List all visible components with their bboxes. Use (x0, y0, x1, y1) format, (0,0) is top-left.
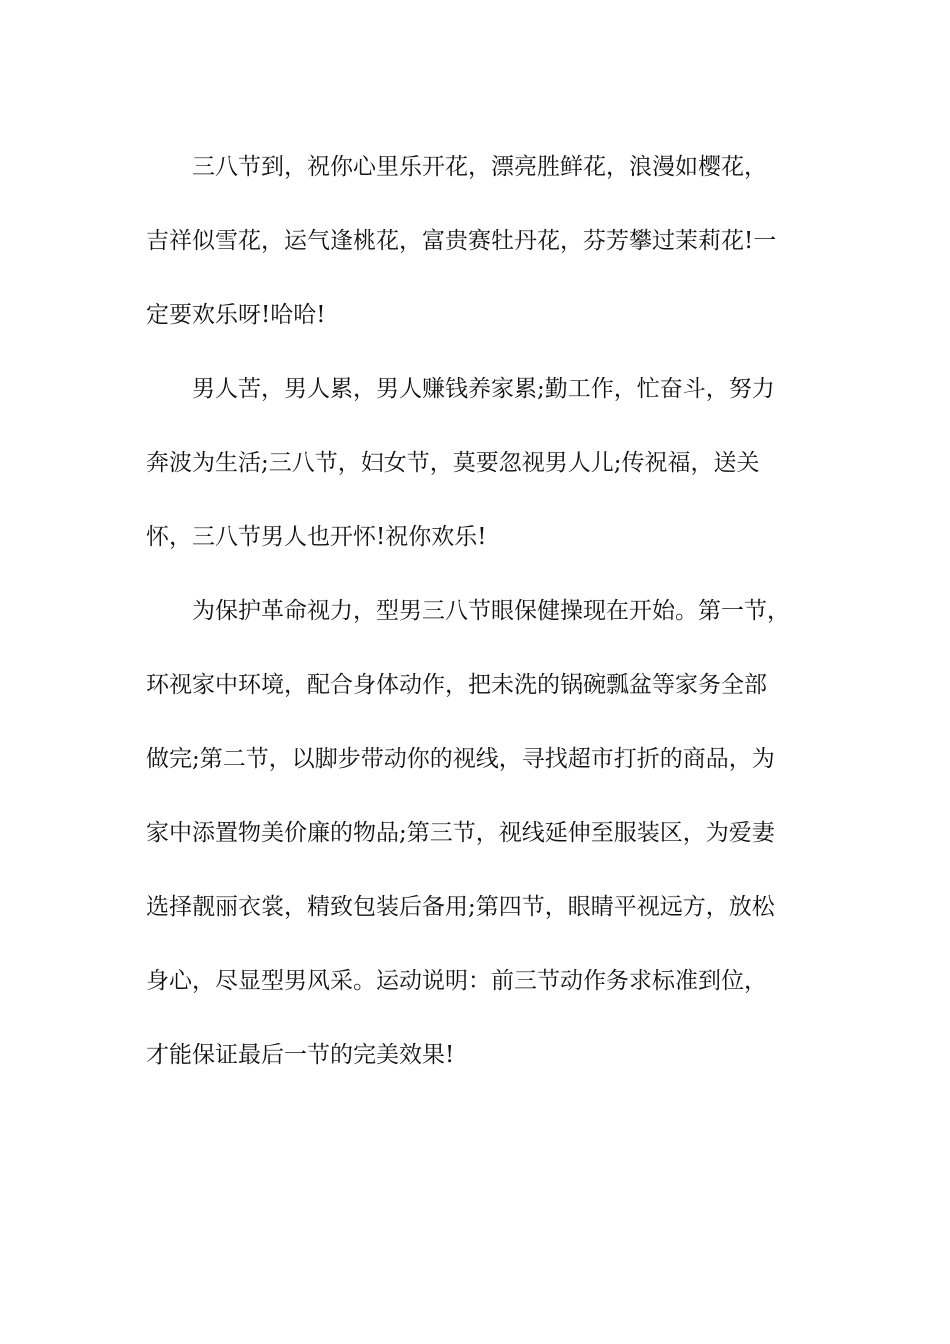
paragraph-3 (146, 574, 816, 1092)
paragraph-line: 身心，尽显型男风采。运动说明：前三节动作务求标准到位， (146, 968, 767, 994)
paragraph-2 (146, 352, 816, 574)
paragraph-line: 奔波为生活;三八节，妇女节，莫要忽视男人儿;传祝福，送关 (146, 450, 760, 476)
paragraph-line: 三八节到，祝你心里乐开花，漂亮胜鲜花，浪漫如樱花， (192, 154, 767, 180)
document-body (146, 130, 816, 1092)
paragraph-line: 男人苦，男人累，男人赚钱养家累;勤工作，忙奋斗，努力 (192, 376, 775, 402)
paragraph-line: 为保护革命视力，型男三八节眼保健操现在开始。第一节， (192, 598, 790, 624)
paragraph-line: 定要欢乐呀!哈哈! (146, 302, 326, 328)
paragraph-1 (146, 130, 816, 352)
paragraph-line: 怀，三八节男人也开怀!祝你欢乐! (146, 524, 487, 550)
paragraph-line: 环视家中环境，配合身体动作，把未洗的锅碗瓢盆等家务全部 (146, 672, 767, 698)
paragraph-line: 做完;第二节，以脚步带动你的视线，寻找超市打折的商品，为 (146, 746, 775, 772)
paragraph-line: 才能保证最后一节的完美效果! (146, 1042, 455, 1068)
paragraph-line: 家中添置物美价廉的物品;第三节，视线延伸至服装区，为爱妻 (146, 820, 775, 846)
paragraph-line: 吉祥似雪花，运气逢桃花，富贵赛牡丹花，芬芳攀过茉莉花!一 (146, 228, 777, 254)
paragraph-line: 选择靓丽衣裳，精致包装后备用;第四节，眼睛平视远方，放松 (146, 894, 775, 920)
